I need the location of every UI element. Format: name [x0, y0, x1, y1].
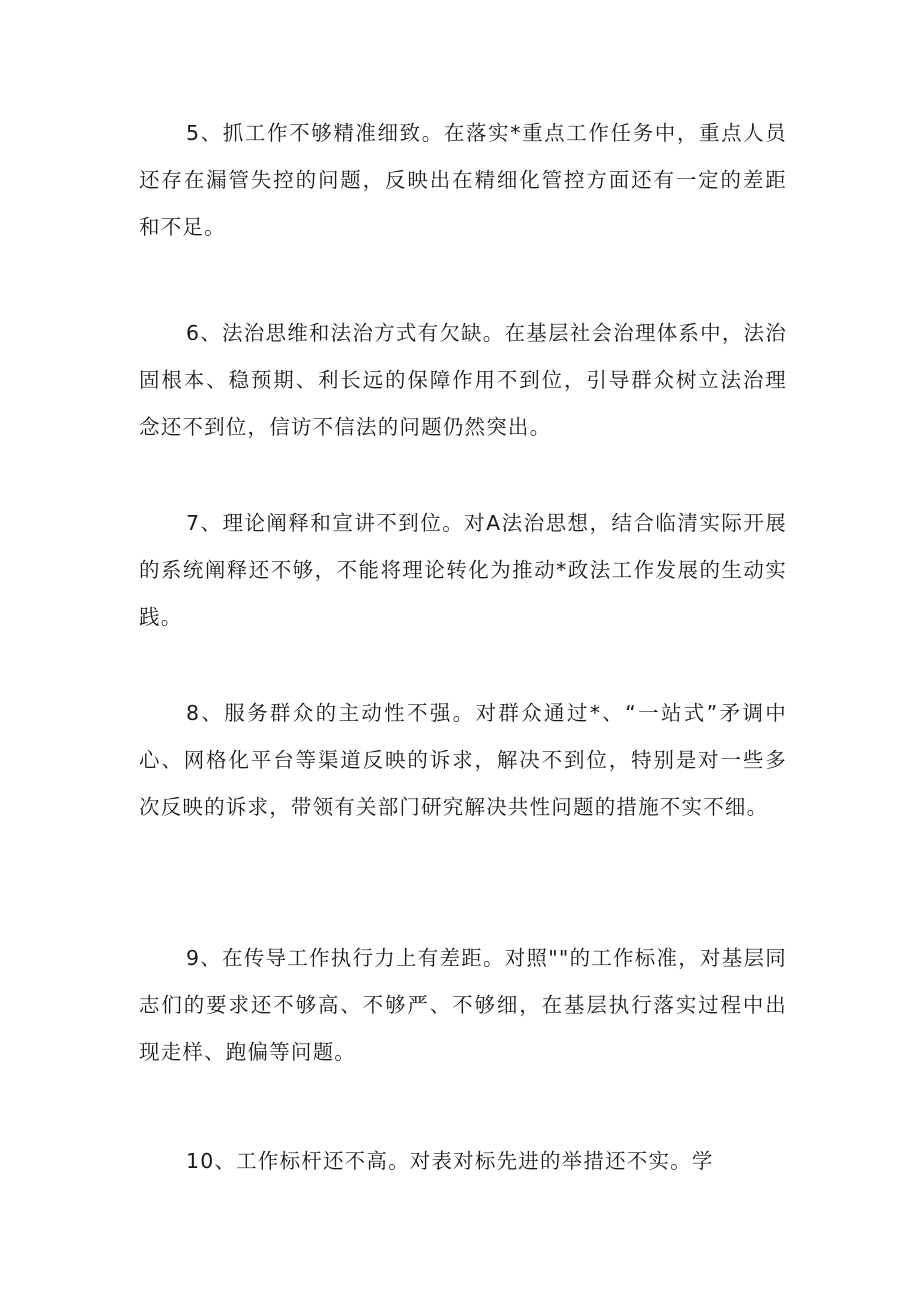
- paragraph-item-6: 6、法治思维和法治方式有欠缺。在基层社会治理体系中，法治固根本、稳预期、利长远的保障作用不到位，引导群众树立法治理念还不到位，信访不信法的问题仍然突出。: [139, 321, 787, 439]
- paragraph-item-5: 5、抓工作不够精准细致。在落实*重点工作任务中，重点人员还存在漏管失控的问题，反映出在精细化管控方面还有一定的差距和不足。: [139, 121, 787, 239]
- paragraph-item-9: 9、在传导工作执行力上有差距。对照""的工作标准，对基层同志们的要求还不够高、不够严、不够细，在基层执行落实过程中出现走样、跑偏等问题。: [139, 946, 787, 1064]
- paragraph-item-10: 10、工作标杆还不高。对表对标先进的举措还不实。学: [186, 1149, 714, 1173]
- paragraph-item-8: 8、服务群众的主动性不强。对群众通过*、“一站式”矛调中心、网格化平台等渠道反映的诉求，解决不到位，特别是对一些多次反映的诉求，带领有关部门研究解决共性问题的措施不实不细。: [139, 701, 787, 819]
- paragraph-item-7: 7、理论阐释和宣讲不到位。对A法治思想，结合临清实际开展的系统阐释还不够，不能将理论转化为推动*政法工作发展的生动实践。: [139, 511, 787, 629]
